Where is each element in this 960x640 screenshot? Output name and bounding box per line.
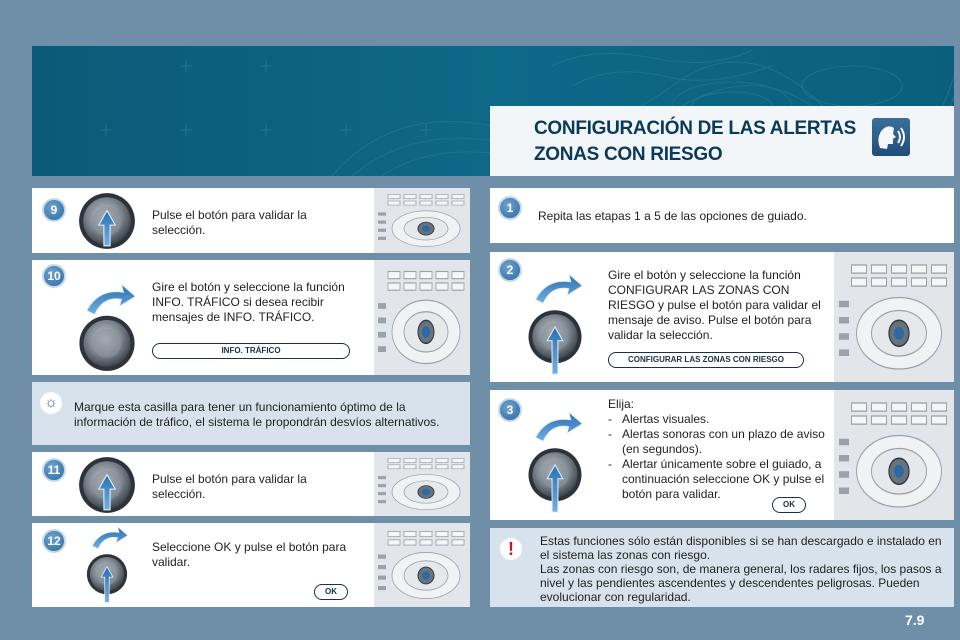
step-11-panel (32, 452, 470, 516)
step-1-badge: 1 (498, 196, 522, 220)
knob-rotate-press-icon (524, 272, 586, 380)
note-panel (490, 528, 954, 607)
page-title: CONFIGURACIÓN DE LAS ALERTAS ZONAS CON RIESGO (534, 118, 856, 165)
step-10-text: Gire el botón y seleccione la función INFO. TRÁFICO si desea recibir mensajes de INFO. TRÁFICO. (152, 280, 345, 324)
step-9-text: Pulse el botón para validar la selección. (152, 208, 307, 237)
step-11-badge: 11 (42, 458, 66, 482)
option-item: - Alertar únicamente sobre el guiado, a continuación seleccione OK y pulse el botón para validar. (608, 457, 833, 502)
knob-rotate-press-icon (524, 410, 586, 518)
configurar-zonas-pill: CONFIGURAR LAS ZONAS CON RIESGO (608, 352, 804, 368)
step-11-text: Pulse el botón para validar la selección. (152, 472, 307, 501)
step-3-options (608, 412, 833, 502)
note-line-1: Estas funciones sólo están disponibles si se han descargado e instalado en el sistema las zonas con riesgo. (540, 534, 942, 562)
step-3-content (608, 397, 833, 502)
step-3-badge: 3 (498, 398, 522, 422)
option-item: - Alertas sonoras con un plazo de aviso (en segundos). (608, 427, 833, 457)
tip-text: Marque esta casilla para tener un funcionamiento óptimo de la información de tráfico, el sistema le propondrán desvíos alternativos. (74, 400, 440, 429)
knob-rotate-icon (76, 282, 138, 374)
knob-rotate-press-icon (76, 525, 138, 607)
step-9-panel (32, 188, 470, 253)
step-1-panel (490, 188, 954, 243)
sun-tip-icon: ☼ (40, 392, 62, 414)
step-12-text: Seleccione OK y pulse el botón para validar. (152, 540, 347, 569)
step-12-panel (32, 523, 470, 607)
step-10-panel (32, 260, 470, 375)
radio-panel-icon (374, 452, 470, 516)
step-3-intro: Elija: (608, 397, 635, 411)
radio-panel-icon (374, 188, 470, 253)
tip-panel (32, 382, 470, 445)
radio-panel-icon (834, 252, 954, 382)
step-3-panel (490, 390, 954, 520)
knob-press-icon (76, 454, 138, 516)
radio-panel-icon (374, 523, 470, 607)
ok-pill: OK (772, 497, 806, 513)
radio-panel-icon (834, 390, 954, 520)
step-2-badge: 2 (498, 258, 522, 282)
note-line-2: Las zonas con riesgo son, de manera general, los radares fijos, los pasos a nivel y las pendientes ascendentes y descendentes peligrosas. Pueden evolucionar con regularidad. (540, 562, 942, 604)
step-10-badge: 10 (42, 264, 66, 288)
ok-pill: OK (314, 584, 348, 600)
note-text (540, 534, 948, 604)
info-trafico-pill: INFO. TRÁFICO (152, 343, 350, 359)
step-1-text: Repita las etapas 1 a 5 de las opciones de guiado. (538, 209, 807, 223)
page-number: 7.9 (905, 612, 925, 628)
voice-icon (872, 118, 910, 156)
step-2-panel (490, 252, 954, 382)
step-2-text: Gire el botón y seleccione la función CONFIGURAR LAS ZONAS CON RIESGO y pulse el botón para validar el mensaje de aviso. Pulse el botón para validar la selección. (608, 268, 821, 342)
radio-panel-icon (374, 260, 470, 375)
knob-press-icon (76, 190, 138, 252)
title-box (490, 106, 954, 176)
step-9-badge: 9 (42, 198, 66, 222)
exclamation-icon: ! (500, 538, 522, 560)
step-12-badge: 12 (42, 529, 66, 553)
option-item: - Alertas visuales. (608, 412, 833, 427)
